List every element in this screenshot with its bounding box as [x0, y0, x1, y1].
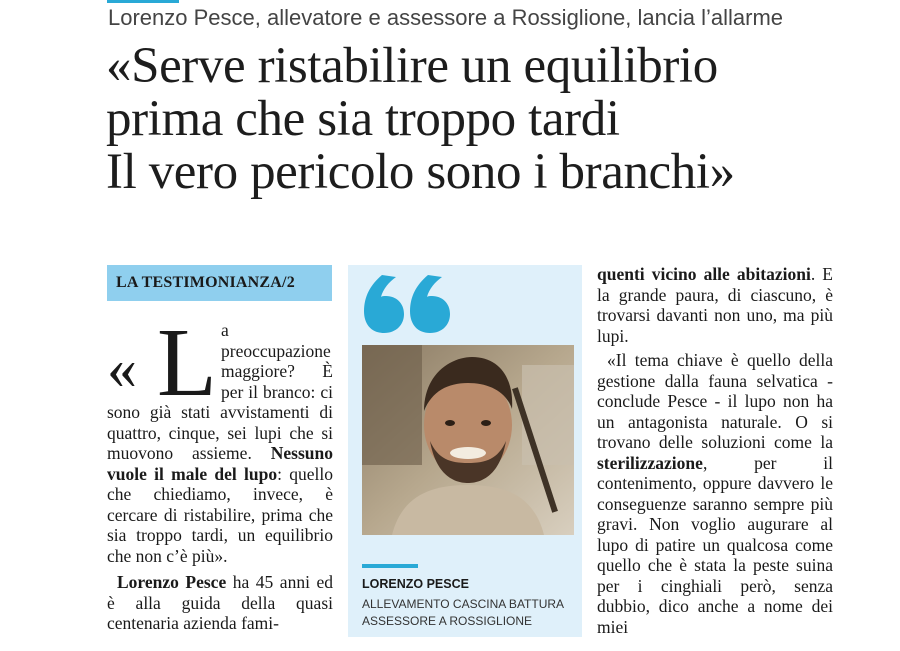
right-bold-1: quenti vicino alle abitazioni	[597, 264, 811, 284]
headline-line-2: prima che sia troppo tardi	[106, 91, 620, 147]
drop-cap-block	[107, 309, 217, 417]
second-paragraph-text: ha 45 anni ed è alla guida della quasi centenaria azienda fami-	[107, 572, 333, 633]
right-column	[597, 264, 833, 637]
subject-name: Lorenzo Pesce	[117, 572, 227, 592]
lead-intro: a preoccupazione maggiore? È per il branco: ci sono già stati avvistamenti di quattro, cinque, sei lupi che si muovono assieme.	[107, 320, 333, 463]
headline	[106, 40, 886, 199]
right-paragraph-2	[597, 350, 833, 637]
kicker: Lorenzo Pesce, allevatore e assessore a Rossiglione, lancia l’allarme	[108, 5, 784, 30]
right-text-1: . E la grande paura, di ciascuno, è trovarsi davanti non uno, ma più lupi.	[597, 264, 833, 346]
caption-name: LORENZO PESCE	[362, 577, 469, 591]
right-bold-2: sterilizzazione	[597, 452, 703, 473]
portrait-photo	[362, 345, 574, 535]
section-rubric: LA TESTIMONIANZA/2	[107, 265, 332, 301]
opening-quote-mark: «	[107, 335, 137, 401]
second-paragraph	[107, 572, 333, 634]
right-paragraph-1	[597, 264, 833, 346]
lead-rest: : quello che chiediamo, invece, è cercare di ristabilire, prima che sia troppo tardi, un equilibrio che non c’è più».	[107, 463, 333, 566]
lead-bold: Nessuno vuole il male del lupo	[107, 443, 334, 484]
caption-accent-bar	[362, 564, 418, 568]
photo-box	[348, 265, 582, 637]
right-text-2a: «Il tema chiave è quello della gestione dalla fauna selvatica - conclude Pesce - il lupo non ha un antagonista naturale. O si trovano delle soluzioni come la	[597, 350, 833, 452]
right-text-2b: , per il contenimento, oppure davvero le conseguenze saranno sempre più gravi. Non voglio augurare al lupo di patire un qualcosa come quello che è stata la peste suina per i cinghiali però, senza dubbio, dico anche a nome dei miei	[597, 452, 833, 637]
headline-line-1: «Serve ristabilire un equilibrio	[106, 38, 718, 94]
quote-marks-icon	[362, 267, 452, 337]
left-column	[107, 309, 334, 651]
caption-role: ALLEVAMENTO CASCINA BATTURA ASSESSORE A ROSSIGLIONE	[362, 597, 564, 628]
headline-line-3: Il vero pericolo sono i branchi»	[106, 144, 735, 200]
drop-cap: L	[157, 309, 217, 417]
accent-rule	[107, 0, 179, 3]
